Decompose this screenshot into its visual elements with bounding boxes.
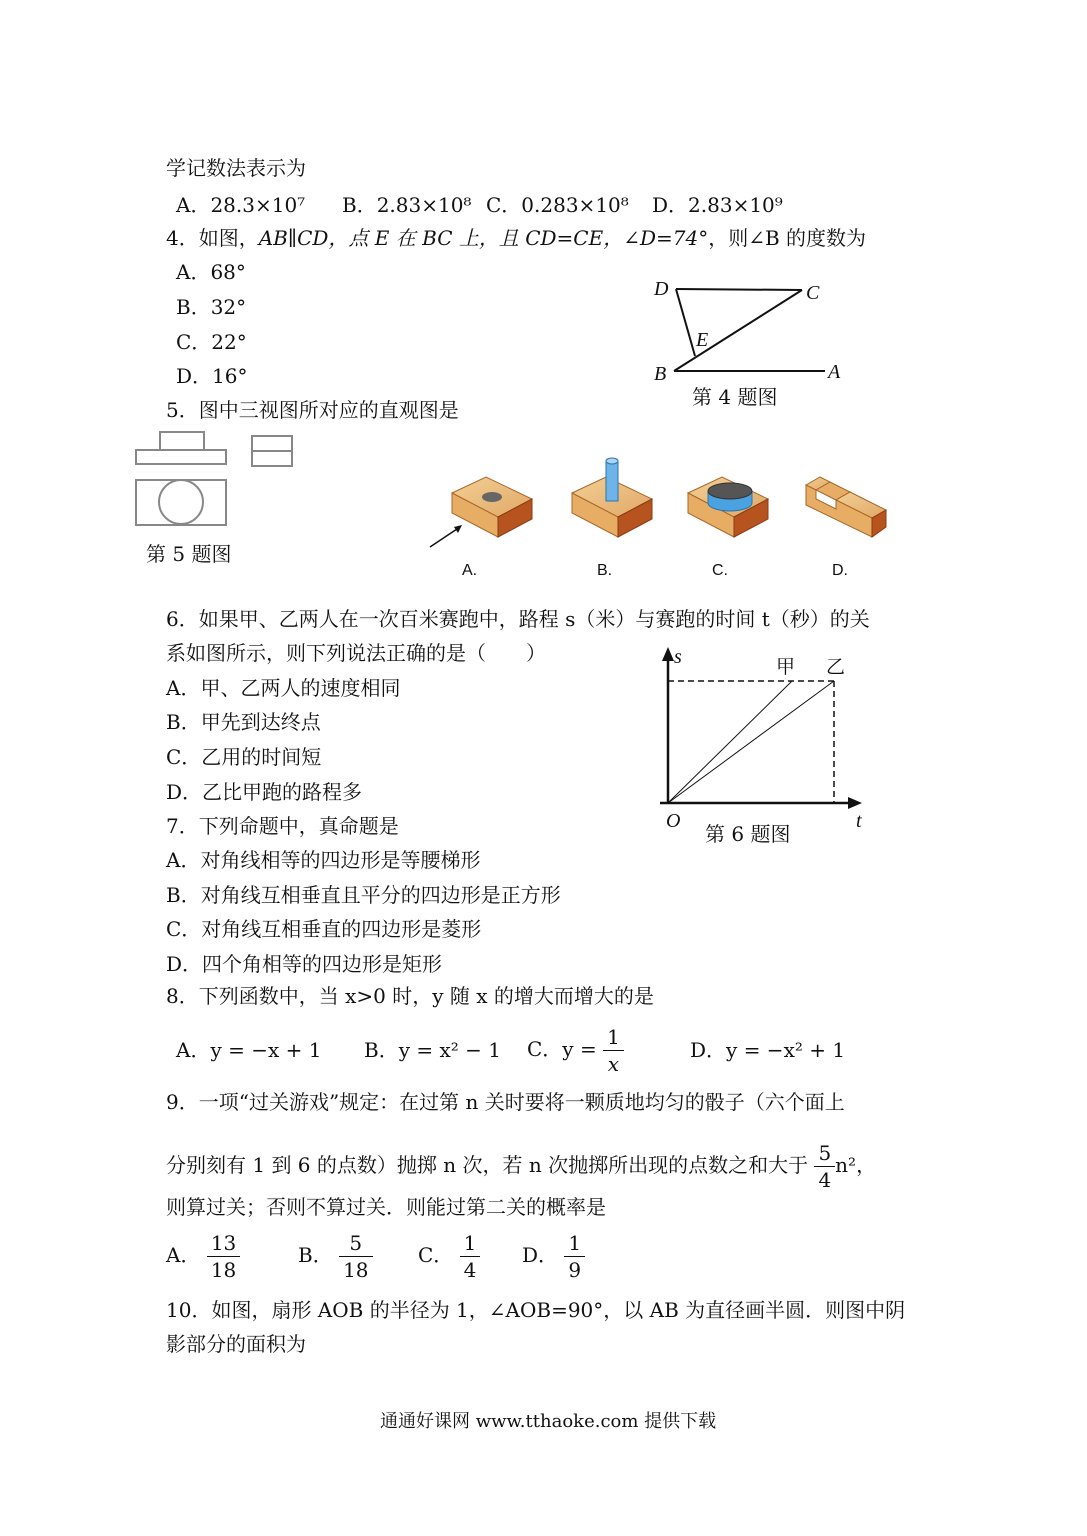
q8-option-c-fraction	[603, 1024, 624, 1077]
q6-axis-t-arrow	[848, 797, 862, 809]
q4-segment-de	[676, 289, 695, 356]
q5-choice-b-solid	[572, 458, 652, 537]
q3-option-d: D．2.83×10⁹	[652, 193, 783, 217]
q4-label-b: B	[654, 363, 667, 385]
q4-stem-math: AB∥CD，点 E 在 BC 上，且 CD=CE，∠D=74°	[258, 226, 709, 250]
q9-option-c-denominator: 4	[463, 1258, 477, 1282]
q4-option-c: C．22°	[176, 330, 247, 354]
q4-option-a: A．68°	[176, 260, 246, 284]
q4-option-b: B．32°	[176, 295, 247, 319]
q9-fraction-denominator: 4	[818, 1168, 832, 1192]
q4-label-e: E	[696, 329, 709, 351]
q6-label-origin: O	[666, 810, 681, 832]
q8-stem: 8．下列函数中，当 x>0 时，y 随 x 的增大而增大的是	[166, 984, 654, 1008]
q5-front-view-top	[160, 432, 204, 450]
q9-option-c	[418, 1230, 480, 1283]
q9-line2-pre: 分别刻有 1 到 6 的点数）抛掷 n 次，若 n 次抛掷所出现的点数之和大于	[166, 1153, 809, 1177]
q3-option-a: A．28.3×10⁷	[176, 193, 306, 217]
q6-option-a: A．甲、乙两人的速度相同	[166, 676, 401, 700]
q9-line3: 则算过关；否则不算过关．则能过第二关的概率是	[166, 1195, 606, 1219]
q5-figure-caption: 第 5 题图	[146, 542, 232, 566]
q9-line2-post: n²，	[835, 1153, 877, 1177]
q5-choice-d-solid	[806, 477, 886, 537]
q10-line1: 10．如图，扇形 AOB 的半径为 1，∠AOB=90°，以 AB 为直径画半圆．则图中阴	[166, 1298, 906, 1322]
q8-option-c	[527, 1024, 624, 1077]
q8-option-b: B．y = x² − 1	[364, 1038, 501, 1062]
q5-choice-b-label: B.	[597, 562, 613, 579]
q9-option-a-denominator: 18	[210, 1258, 237, 1282]
q5-three-views	[132, 430, 302, 530]
q5-choice-a-solid	[452, 477, 532, 537]
q5-arrow-head	[454, 525, 462, 533]
q4-segment-dc	[676, 289, 802, 290]
q6-label-jia: 甲	[776, 656, 796, 678]
q6-graph	[650, 645, 880, 835]
q6-figure-caption: 第 6 题图	[705, 822, 791, 846]
q9-option-c-numerator: 1	[460, 1230, 481, 1257]
q9-option-d-fraction	[564, 1230, 585, 1283]
q9-option-a-numerator: 13	[207, 1230, 240, 1257]
q9-fraction-numerator: 5	[814, 1140, 835, 1167]
q7-option-a: A．对角线相等的四边形是等腰梯形	[166, 848, 481, 872]
q8-option-d: D．y = −x² + 1	[690, 1038, 846, 1062]
q6-label-s: s	[674, 646, 682, 668]
q9-option-c-fraction	[460, 1230, 481, 1283]
q6-stem-line2: 系如图所示，则下列说法正确的是（ ）	[166, 641, 546, 665]
q6-line-yi	[668, 681, 834, 803]
q8-option-a: A．y = −x + 1	[176, 1038, 322, 1062]
q9-option-d-label: D．	[522, 1243, 559, 1267]
q6-label-yi: 乙	[826, 656, 846, 678]
q5-choice-c-solid	[688, 477, 768, 537]
q5-front-view-base	[136, 450, 226, 464]
q8-option-c-numerator: 1	[603, 1024, 624, 1051]
q6-axis-s-arrow	[662, 647, 674, 661]
q9-option-d-numerator: 1	[564, 1230, 585, 1257]
q3-stem-tail: 学记数法表示为	[166, 156, 306, 180]
q9-line1: 9．一项“过关游戏”规定：在过第 n 关时要将一颗质地均匀的骰子（六个面上	[166, 1090, 845, 1114]
q6-option-c: C．乙用的时间短	[166, 745, 322, 769]
q3-option-c: C．0.283×10⁸	[486, 193, 629, 217]
q4-segment-cb	[674, 290, 802, 371]
q4-figure-caption: 第 4 题图	[692, 385, 778, 409]
q10-line2: 影部分的面积为	[166, 1332, 306, 1356]
q6-label-t: t	[856, 810, 862, 832]
q4-stem-pre: 4．如图，	[166, 226, 259, 250]
q9-option-d	[522, 1230, 585, 1283]
q9-option-b-denominator: 18	[343, 1258, 369, 1282]
q8-option-c-denominator: x	[607, 1052, 620, 1076]
q6-stem-line1: 6．如果甲、乙两人在一次百米赛跑中，路程 s（米）与赛跑的时间 t（秒）的关	[166, 607, 870, 631]
q9-option-a	[166, 1230, 240, 1283]
q9-option-d-denominator: 9	[568, 1258, 582, 1282]
q4-option-d: D．16°	[176, 364, 248, 388]
q9-option-b-label: B．	[298, 1243, 333, 1267]
q7-option-c: C．对角线互相垂直的四边形是菱形	[166, 917, 482, 941]
q7-stem: 7．下列命题中，真命题是	[166, 814, 399, 838]
q5-choice-a-label: A.	[462, 562, 478, 579]
q4-label-d: D	[654, 278, 669, 300]
q4-label-a: A	[828, 361, 841, 383]
q9-option-b-numerator: 5	[339, 1230, 372, 1257]
page-footer: 通通好课网 www.tthaoke.com 提供下载	[380, 1411, 717, 1432]
q8-option-c-label: C．y =	[527, 1037, 597, 1061]
q9-option-a-fraction	[207, 1230, 240, 1283]
q9-option-b-fraction	[339, 1230, 372, 1283]
q6-line-jia	[668, 681, 792, 803]
q4-stem	[166, 226, 866, 250]
q7-option-d: D．四个角相等的四边形是矩形	[166, 952, 443, 976]
q5-choice-c-label: C.	[712, 562, 728, 579]
q6-option-b: B．甲先到达终点	[166, 710, 321, 734]
q5-top-view-circle	[159, 480, 203, 524]
q4-label-c: C	[806, 282, 820, 304]
q7-option-b: B．对角线互相垂直且平分的四边形是正方形	[166, 883, 561, 907]
q9-option-b	[298, 1230, 373, 1283]
q5-choices	[420, 455, 900, 555]
q5-choice-d-label: D.	[832, 562, 848, 579]
q3-option-b: B．2.83×10⁸	[342, 193, 472, 217]
q5-arrow-line	[430, 527, 460, 547]
q4-stem-post: ，则∠B 的度数为	[708, 226, 867, 250]
q9-option-a-label: A．	[166, 1243, 201, 1267]
q4-figure	[640, 270, 860, 390]
q5-stem: 5．图中三视图所对应的直观图是	[166, 398, 459, 422]
q6-option-d: D．乙比甲跑的路程多	[166, 780, 363, 804]
q9-line2	[166, 1140, 876, 1193]
q9-fraction	[814, 1140, 835, 1193]
q9-option-c-label: C．	[418, 1243, 454, 1267]
